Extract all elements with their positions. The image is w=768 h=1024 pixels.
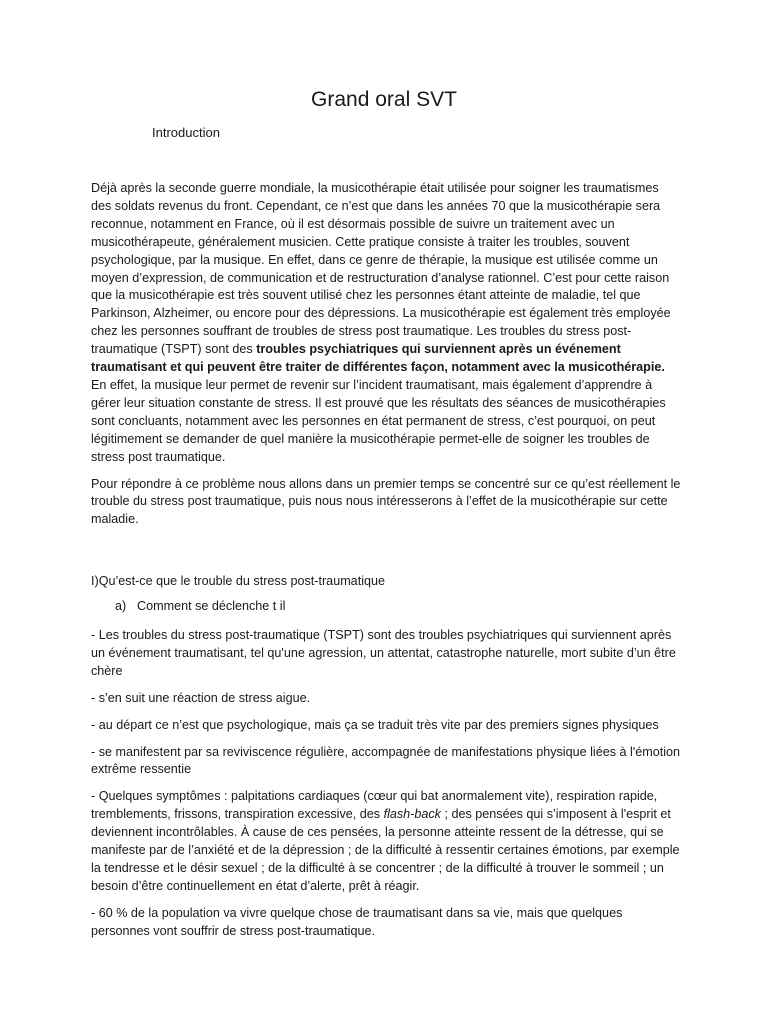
bullet-item: - se manifestent par sa reviviscence régulière, accompagnée de manifestations physique liées à l'émotion extrême ressentie <box>91 744 681 777</box>
symptoms-bullet <box>91 788 681 895</box>
intro-paragraph <box>91 180 681 467</box>
intro-text-part2: En effet, la musique leur permet de revenir sur l’incident traumatisant, mais également d’apprendre à gérer leur situation constante de stress. Il est prouvé que les résultats des séances de musicothérapies sont concluants, notamment avec les personnes en état permanent de stress, c’est pourquoi, on peut légitimement se demander de quel manière la musicothérapie permet-elle de soigner les troubles de stress post traumatique. <box>91 377 666 464</box>
document-title: Grand oral SVT <box>311 88 457 111</box>
subsection-marker: a) <box>115 599 127 614</box>
symptoms-italic-text: flash-back <box>383 807 441 822</box>
bullet-item: - au départ ce n’est que psychologique, mais ça se traduit très vite par des premiers signes physiques <box>91 717 659 732</box>
document-body <box>91 180 681 941</box>
symptoms-text-after: ; des pensées qui s’imposent à l'esprit et deviennent incontrôlables. À cause de ces pensées, la personne atteinte ressent de la détresse, qui se manifeste par de l’anxiété et de la dépression ; de la difficulté à ressentir certaines émotions, par exemple la tendresse et le désir sexuel ; de la difficulté à se concentrer ; de la difficulté à trouver le sommeil ; un besoin d’être continuellement en état d’alerte, prêt à réagir. <box>91 807 680 893</box>
subsection-a <box>91 598 681 616</box>
section-1-heading: I)Qu’est-ce que le trouble du stress post-traumatique <box>91 574 385 589</box>
bullet-item: - Les troubles du stress post-traumatique (TSPT) sont des troubles psychiatriques qui surviennent après un événement traumatisant, tel qu'une agression, un attentat, catastrophe naturelle, mort subite d’un être chère <box>91 628 676 678</box>
intro-bold-text: troubles psychiatriques qui surviennent après un événement traumatisant et qui peuvent être traiter de différentes façon, notamment avec la musicothérapie. <box>91 342 665 375</box>
intro-text-part1: Déjà après la seconde guerre mondiale, la musicothérapie était utilisée pour soigner les traumatismes des soldats revenus du front. Cependant, ce n’est que dans les années 70 que la musicothérapie sera reconnue, notamment en France, où il est désormais possible de suivre un traitement avec un musicothérapeute, généralement musicien. Cette pratique consiste à traiter les troubles, souvent psychologique, par la musique. En effet, dans ce genre de thérapie, la musique est utilisée comme un moyen d’expression, de communication et de restructuration d’analyse rationnel. C’est pour cette raison que la musicothérapie est très souvent utilisé chez les personnes étant atteinte de maladie, tel que Parkinson, Alzheimer, ou encore pour des dépressions. La musicothérapie est également très employée chez les personnes souffrant de troubles de stress post traumatique. Les troubles du stress post-traumatique (TSPT) sont des <box>91 181 671 357</box>
plan-paragraph: Pour répondre à ce problème nous allons dans un premier temps se concentré sur ce qu’est réellement le trouble du stress post traumatique, puis nous nous intéresserons à l’effet de la musicothérapie sur cette maladie. <box>91 476 681 527</box>
subsection-heading: Comment se déclenche t il <box>137 599 286 614</box>
bullet-item: - s’en suit une réaction de stress aigue. <box>91 690 311 705</box>
introduction-heading: Introduction <box>152 125 220 140</box>
symptoms-text-before: - Quelques symptômes : palpitations cardiaques (cœur qui bat anormalement vite), respiration rapide, tremblements, frissons, transpiration excessive, des <box>91 789 658 822</box>
bullet-item-last: - 60 % de la population va vivre quelque chose de traumatisant dans sa vie, mais que quelques personnes vont souffrir de stress post-traumatique. <box>91 905 623 938</box>
